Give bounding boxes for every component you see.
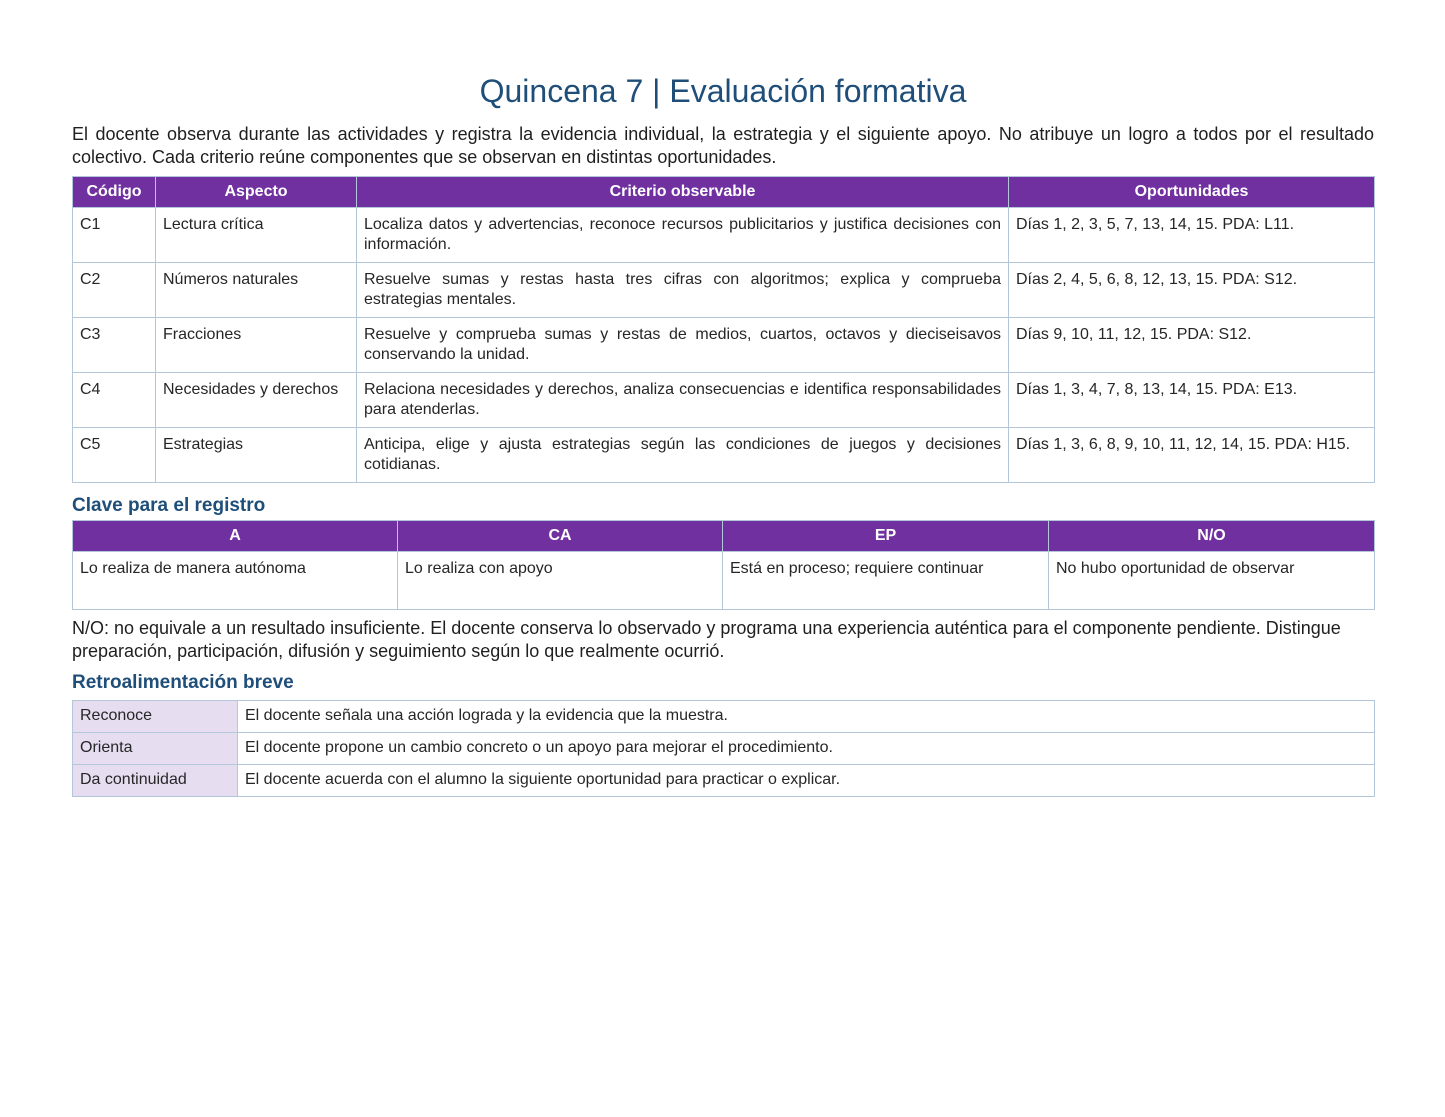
cell-code: C5 (73, 428, 156, 483)
feedback-text: El docente acuerda con el alumno la siguiente oportunidad para practicar o explicar. (238, 765, 1375, 797)
cell-aspect: Números naturales (156, 263, 357, 318)
feedback-label: Orienta (73, 733, 238, 765)
key-heading: Clave para el registro (72, 495, 266, 516)
table-row (73, 428, 1375, 483)
cell-code: C2 (73, 263, 156, 318)
table-row (73, 318, 1375, 373)
cell-aspect: Estrategias (156, 428, 357, 483)
cell-criterion: Resuelve sumas y restas hasta tres cifras con algoritmos; explica y comprueba estrategias mentales. (357, 263, 1009, 318)
header-ca: CA (398, 521, 723, 552)
no-note-paragraph: N/O: no equivale a un resultado insuficiente. El docente conserva lo observado y programa una experiencia auténtica para el componente pendiente. Distingue preparación, participación, difusión y seguimiento según lo que realmente ocurrió. (72, 618, 1341, 661)
table-row (73, 552, 1375, 610)
table-row (73, 208, 1375, 263)
header-criterio: Criterio observable (357, 177, 1009, 208)
key-value-a: Lo realiza de manera autónoma (73, 552, 398, 610)
feedback-text: El docente propone un cambio concreto o un apoyo para mejorar el procedimiento. (238, 733, 1375, 765)
cell-aspect: Lectura crítica (156, 208, 357, 263)
table-row (73, 765, 1375, 797)
page-title: Quincena 7 | Evaluación formativa (479, 73, 967, 109)
cell-aspect: Fracciones (156, 318, 357, 373)
cell-opportunities: Días 9, 10, 11, 12, 15. PDA: S12. (1009, 318, 1375, 373)
key-header-row (73, 521, 1375, 552)
feedback-label: Reconoce (73, 701, 238, 733)
cell-opportunities: Días 1, 3, 6, 8, 9, 10, 11, 12, 14, 15. PDA: H15. (1009, 428, 1375, 483)
table-row (73, 701, 1375, 733)
table-row (73, 733, 1375, 765)
key-value-ep: Está en proceso; requiere continuar (723, 552, 1049, 610)
header-codigo: Código (73, 177, 156, 208)
cell-opportunities: Días 2, 4, 5, 6, 8, 12, 13, 15. PDA: S12. (1009, 263, 1375, 318)
criteria-table (72, 176, 1375, 483)
key-value-no: No hubo oportunidad de observar (1049, 552, 1375, 610)
header-oportunidades: Oportunidades (1009, 177, 1375, 208)
feedback-table (72, 700, 1375, 797)
key-value-ca: Lo realiza con apoyo (398, 552, 723, 610)
intro-paragraph: El docente observa durante las actividades y registra la evidencia individual, la estrategia y el siguiente apoyo. No atribuye un logro a todos por el resultado colectivo. Cada criterio reúne componentes que se observan en distintas oportunidades. (72, 124, 1374, 167)
cell-opportunities: Días 1, 2, 3, 5, 7, 13, 14, 15. PDA: L11. (1009, 208, 1375, 263)
feedback-heading: Retroalimentación breve (72, 672, 294, 693)
cell-code: C4 (73, 373, 156, 428)
criteria-header-row (73, 177, 1375, 208)
header-aspecto: Aspecto (156, 177, 357, 208)
feedback-label: Da continuidad (73, 765, 238, 797)
cell-code: C1 (73, 208, 156, 263)
cell-criterion: Anticipa, elige y ajusta estrategias según las condiciones de juegos y decisiones cotidianas. (357, 428, 1009, 483)
cell-criterion: Localiza datos y advertencias, reconoce recursos publicitarios y justifica decisiones con información. (357, 208, 1009, 263)
header-ep: EP (723, 521, 1049, 552)
key-table (72, 520, 1375, 610)
cell-criterion: Resuelve y comprueba sumas y restas de medios, cuartos, octavos y dieciseisavos conservando la unidad. (357, 318, 1009, 373)
document-page (72, 0, 1374, 797)
header-a: A (73, 521, 398, 552)
header-no: N/O (1049, 521, 1375, 552)
table-row (73, 373, 1375, 428)
table-row (73, 263, 1375, 318)
cell-code: C3 (73, 318, 156, 373)
cell-aspect: Necesidades y derechos (156, 373, 357, 428)
cell-opportunities: Días 1, 3, 4, 7, 8, 13, 14, 15. PDA: E13. (1009, 373, 1375, 428)
feedback-text: El docente señala una acción lograda y la evidencia que la muestra. (238, 701, 1375, 733)
cell-criterion: Relaciona necesidades y derechos, analiza consecuencias e identifica responsabilidades para atenderlas. (357, 373, 1009, 428)
